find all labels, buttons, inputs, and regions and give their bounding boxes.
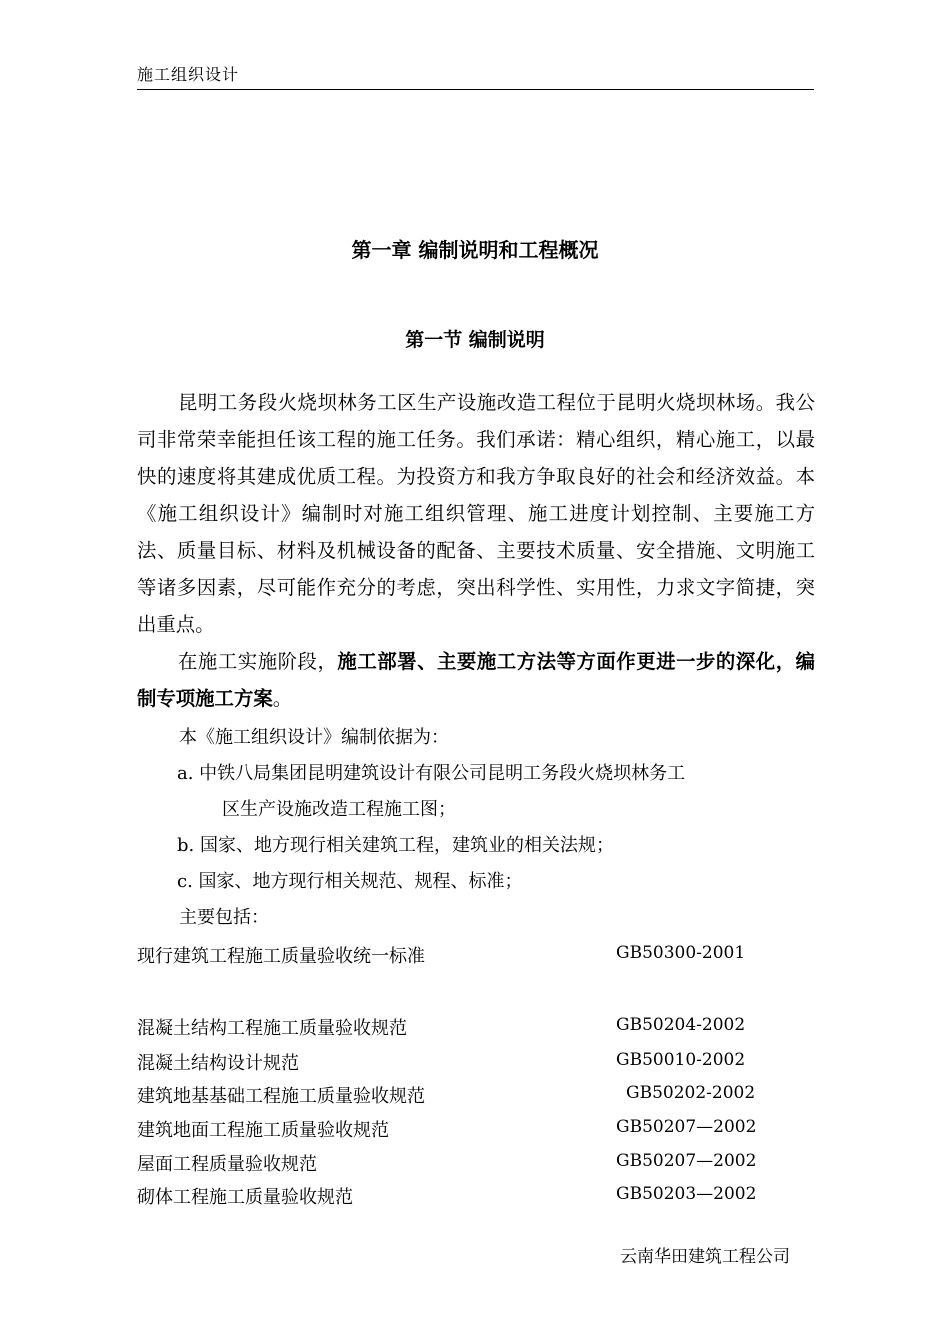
implementation-bold-text: 施工部署、主要施工方法等方面作更进一步的深化，编制专项施工方案 [137,650,816,710]
intro-paragraph: 昆明工务段火烧坝林务工区生产设施改造工程位于昆明火烧坝林场。我公司非常荣幸能担任该工程的施工任务。我们承诺：精心组织，精心施工，以最快的速度将其建成优质工程。为投资方和我方争取良好的社会和经济效益。本《施工组织设计》编制时对施工组织管理、施工进度计划控制、主要施工方法、质量目标、材料及机械设备的配备、主要技术质量、安全措施、文明施工等诸多因素，尽可能作充分的考虑，突出科学性、实用性，力求文字简捷，突出重点。 [137,391,815,636]
implementation-suffix: 。 [272,687,293,710]
page-header [137,64,814,90]
basis-item-a: a. 中铁八局集团昆明建筑设计有限公司昆明工务段火烧坝林务工 [177,763,686,784]
standard-code: GB50207—2002 [616,1151,757,1171]
implementation-prefix: 在施工实施阶段， [178,650,338,673]
basis-item-c: c. 国家、地方现行相关规范、规程、标准； [177,871,523,892]
implementation-paragraph [137,643,815,717]
basis-item-b: b. 国家、地方现行相关建筑工程，建筑业的相关法规； [177,835,614,856]
header-title: 施工组织设计 [137,65,240,84]
standard-name: 建筑地基基础工程施工质量验收规范 [137,1086,425,1107]
standard-code: GB50300-2001 [616,943,746,963]
footer-company: 云南华田建筑工程公司 [620,1247,790,1267]
main-include-label: 主要包括： [179,907,269,928]
basis-item-a-continued: 区生产设施改造工程施工图； [222,799,456,820]
standard-name: 砌体工程施工质量验收规范 [137,1187,353,1208]
chapter-title: 第一章 编制说明和工程概况 [351,238,599,262]
standard-code: GB50204-2002 [616,1015,746,1035]
standard-code: GB50202-2002 [626,1083,756,1103]
standard-code: GB50010-2002 [616,1050,746,1070]
standard-name: 屋面工程质量验收规范 [137,1154,317,1175]
standard-name: 混凝土结构工程施工质量验收规范 [137,1018,407,1039]
standard-code: GB50207—2002 [616,1117,757,1137]
standard-code: GB50203—2002 [616,1184,757,1204]
basis-intro: 本《施工组织设计》编制依据为： [179,727,449,748]
standard-name: 混凝土结构设计规范 [137,1053,299,1074]
section-title: 第一节 编制说明 [405,329,545,351]
standard-name: 建筑地面工程施工质量验收规范 [137,1120,389,1141]
standard-name: 现行建筑工程施工质量验收统一标准 [137,946,425,967]
